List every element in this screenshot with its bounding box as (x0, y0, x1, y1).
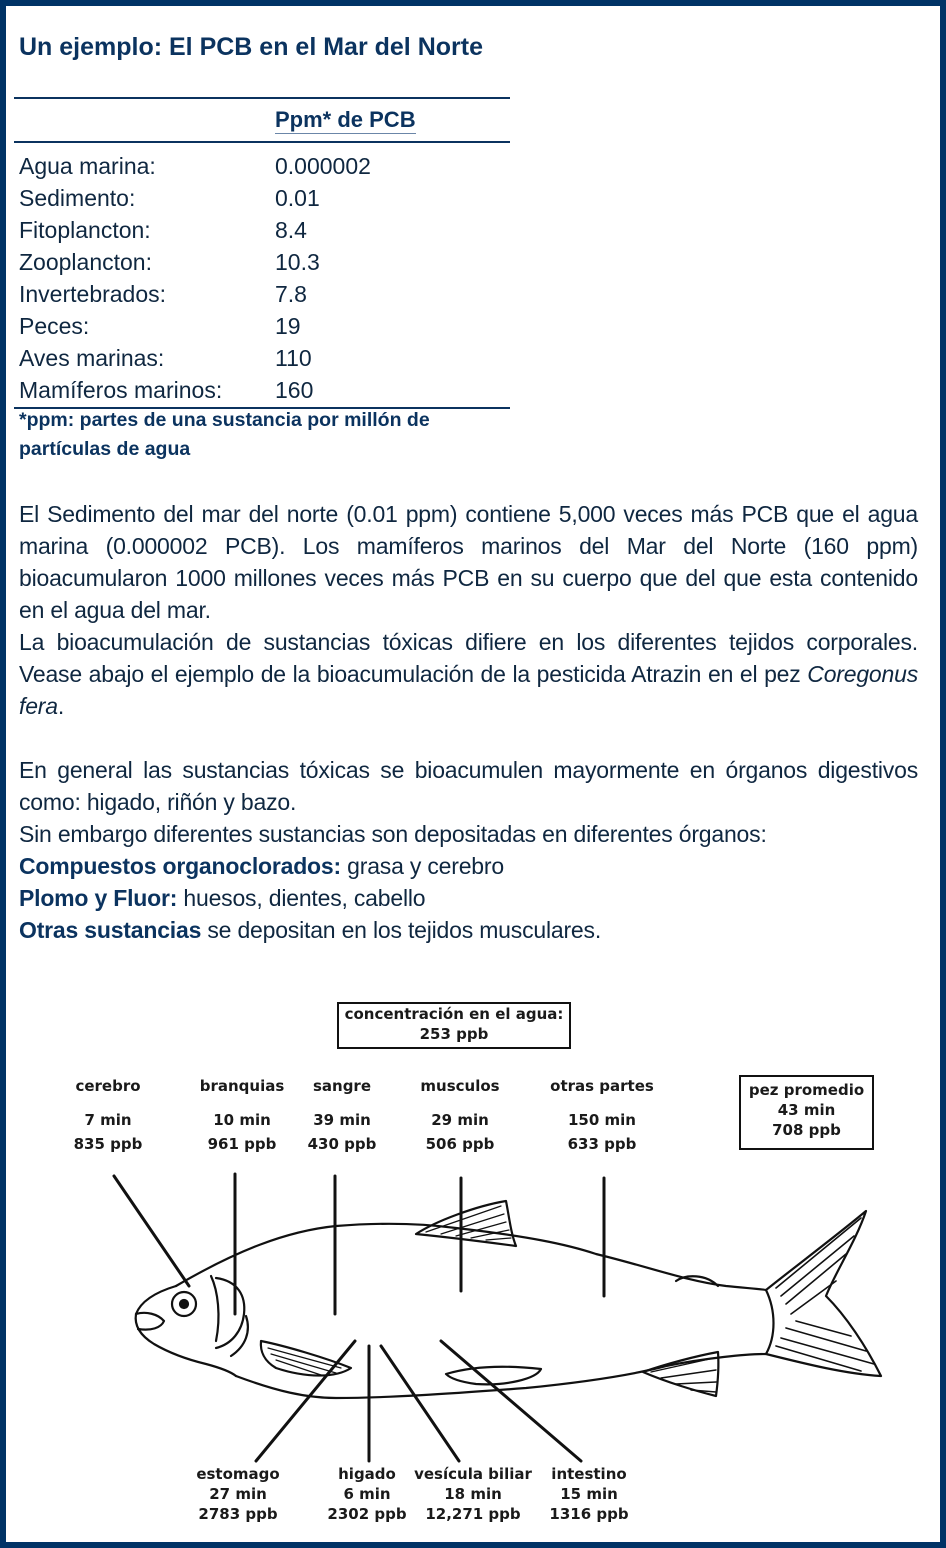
item-label: Plomo y Fluor: (19, 885, 178, 911)
table-row (19, 182, 371, 214)
row-value: 0.01 (275, 185, 320, 211)
table-row (19, 310, 371, 342)
row-value: 0.000002 (275, 153, 371, 179)
organ-label-branquias (194, 1074, 290, 1156)
organ-label-cerebro (68, 1074, 148, 1156)
table-row (19, 150, 371, 182)
water-box-label: concentración en el agua: (344, 1005, 564, 1023)
pcb-table (19, 150, 371, 406)
row-value: 10.3 (275, 249, 320, 275)
page-title: Un ejemplo: El PCB en el Mar del Norte (19, 33, 483, 61)
paragraph-pcb (19, 498, 918, 722)
water-concentration-box (337, 1002, 571, 1049)
organ-name: estomago (196, 1465, 280, 1483)
paragraph-text: La bioacumulación de sustancias tóxicas difiere en los diferentes tejidos corporales. Vease abajo el ejemplo de la bioacumulación de la pesticida Atrazin en el pez (19, 629, 918, 687)
table-header-rule (14, 141, 510, 143)
organ-conc: 1316 ppb (549, 1505, 629, 1523)
organ-name: branquias (199, 1077, 285, 1095)
organ-conc: 633 ppb (567, 1135, 637, 1153)
organ-conc: 2783 ppb (198, 1505, 278, 1523)
organ-time: 7 min (84, 1111, 132, 1129)
row-label: Zooplancton: (19, 249, 152, 275)
item-text: grasa y cerebro (340, 853, 504, 879)
average-name: pez promedio (748, 1081, 865, 1099)
average-time: 43 min (777, 1101, 836, 1119)
table-row (19, 374, 371, 406)
organ-conc: 2302 ppb (327, 1505, 407, 1523)
paragraph-organs-line1: En general las sustancias tóxicas se bioacumulen mayormente en órganos digestivos como: higado, riñón y bazo. (19, 757, 918, 815)
row-label: Mamíferos marinos: (19, 377, 223, 403)
paragraph-pcb-text: El Sedimento del mar del norte (0.01 ppm) contiene 5,000 veces más PCB que el agua marina (0.000002 PCB). Los mamíferos marinos del Mar del Norte (160 ppm) bioacumularon 1000 millones veces más PCB en su cuerpo que del que esta contenido en el agua del mar. (19, 501, 918, 623)
item-text: se depositan en los tejidos musculares. (201, 917, 602, 943)
paragraph-organs (19, 754, 918, 946)
average-conc: 708 ppb (772, 1121, 841, 1139)
organ-conc: 430 ppb (307, 1135, 377, 1153)
paragraph-organs-line2: Sin embargo diferentes sustancias son depositadas en diferentes órganos: (19, 821, 767, 847)
table-row (19, 278, 371, 310)
row-label: Invertebrados: (19, 281, 167, 307)
row-label: Sedimento: (19, 185, 136, 211)
table-row (19, 214, 371, 246)
species-name: Coregonus fera (19, 661, 918, 719)
organ-time: 150 min (568, 1111, 636, 1129)
organ-label-intestino (544, 1464, 634, 1524)
organ-name: sangre (312, 1077, 372, 1095)
row-value: 8.4 (275, 217, 307, 243)
organ-label-sangre (302, 1074, 382, 1156)
organ-time: 27 min (209, 1485, 267, 1503)
organ-conc: 835 ppb (73, 1135, 143, 1153)
organ-name: intestino (551, 1465, 627, 1483)
list-item (19, 882, 918, 914)
water-box-value: 253 ppb (419, 1025, 489, 1043)
table-footnote: *ppm: partes de una sustancia por millón de partículas de agua (19, 409, 430, 460)
item-label: Otras sustancias (19, 917, 202, 943)
table-row (19, 246, 371, 278)
row-value: 160 (275, 377, 314, 403)
list-item (19, 850, 918, 882)
organ-time: 10 min (213, 1111, 271, 1129)
row-label: Peces: (19, 313, 90, 339)
organ-name: higado (338, 1465, 396, 1483)
organ-name: otras partes (550, 1077, 654, 1095)
row-value: 110 (275, 345, 312, 371)
table-top-rule (14, 97, 510, 99)
fish-diagram (6, 996, 940, 1536)
organ-label-musculos (412, 1074, 508, 1156)
row-label: Agua marina: (19, 153, 156, 179)
average-fish-box (739, 1075, 874, 1150)
item-label: Compuestos organoclorados: (19, 853, 341, 879)
organ-time: 15 min (560, 1485, 618, 1503)
organ-time: 6 min (343, 1485, 391, 1503)
organ-conc: 961 ppb (207, 1135, 277, 1153)
organ-conc: 506 ppb (425, 1135, 495, 1153)
organ-name: musculos (420, 1077, 500, 1095)
organ-label-otras-partes (544, 1074, 660, 1156)
row-label: Aves marinas: (19, 345, 165, 371)
organ-name: cerebro (75, 1077, 141, 1095)
organ-label-higado (324, 1464, 410, 1524)
row-value: 19 (275, 313, 301, 339)
table-row (19, 342, 371, 374)
organ-conc: 12,271 ppb (425, 1505, 521, 1523)
row-value: 7.8 (275, 281, 307, 307)
organ-name: vesícula biliar (414, 1465, 532, 1483)
organ-label-vesicula-biliar (411, 1464, 535, 1524)
list-item (19, 914, 918, 946)
organ-time: 29 min (431, 1111, 489, 1129)
organ-time: 39 min (313, 1111, 371, 1129)
organ-label-estomago (186, 1464, 290, 1524)
row-label: Fitoplancton: (19, 217, 151, 243)
item-text: huesos, dientes, cabello (177, 885, 426, 911)
table-header: Ppm* de PCB (275, 107, 416, 132)
pointer-lines (114, 1174, 604, 1461)
organ-time: 18 min (444, 1485, 502, 1503)
paragraph-bioaccumulation (19, 626, 918, 722)
paragraph-text: . (57, 693, 65, 719)
